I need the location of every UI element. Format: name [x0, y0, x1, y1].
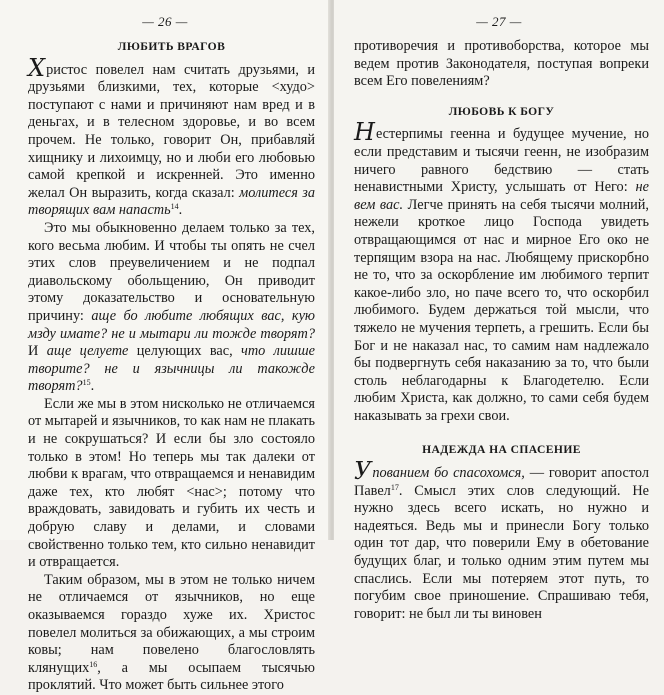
footnote-ref: 17 [390, 482, 399, 492]
scripture-quote: что лишше творите? не и язычницы ли такожде творят? [28, 343, 315, 395]
text-run: Если же мы в этом нисколько не отличаемся от мытарей и язычников, то как нам не плакать и не сокрушаться? И если бы зло состояло только в этом! Но теперь мы так далеки от любви к врагам, что отвращаемся и ненавидим даже тех, кто любят <нас>; потому что враждовать, завидовать и губить их честь и добрую славу и делами, и словами свойственно только тем, кто сильно ненавидит и отвращается. [28, 395, 315, 571]
text-run: Это мы обыкновенно делаем только за тех, кого весьма любим. И чтобы ты опять не счел этих слов преувеличением и не подпал диавольскому обольщению, Он приводит этому доказательство и основательную причину: [28, 219, 315, 324]
text-run: Легче принять на себя тысячи молний, нежели кроткое лицо Господа увидеть отвращающимся от нас и мирное Его око не терпящим взора на нас. Любящему прискорбно не то, что за оскорбление им любимого терпит какое-либо зло, но паче всего то, что оскорбил любимого. Будем держаться той мысли, что тяжело не мучения терпеть, а грешить. Если бы Бог и не наказал нас, то самим нам надлежало бы подвергнуть себя наказанию за то, что были столь неблагодарны к Благодетелю. Если любим Христа, как должно, то сами себя будем наказывать за грехи свои. [354, 196, 649, 424]
text-run: Таким образом, мы в этом не только ничем не отличаемся от язычников, но еще оказываемся гораздо хуже их. Христос повелел молиться за обижающих, а мы строим ковы; нам повелено благословлять клянущих [28, 571, 315, 676]
section-heading: НАДЕЖДА НА СПАСЕНИЕ [422, 443, 581, 457]
scripture-quote: аще бо любите любящих вас, кую мзду имате? не и мытари ли тожде творят? [28, 307, 316, 342]
text-run: естерпимы геенна и будущее мучение, но если представим и тысячи геенн, не изобразим ничего равного бедствию — стать ненавистными Христу, услышать от Него: [354, 126, 649, 196]
paragraph [354, 457, 649, 623]
text-run: ристос повелел нам считать друзьями, и друзьями близкими, тех, которые <худо> поступают с нами и причиняют нам вред и в деньгах, и в телесном здоровье, и во всем прочем. Не только, говорит Он, прибавляй хищнику и лихоимцу, но и люби его любовью самой крепкой и искренней. Это именно желал Он выразить, когда сказал: [28, 61, 315, 201]
text-run: целующих вас, [128, 343, 242, 360]
left-page [0, 0, 330, 694]
initial-capital: У [354, 457, 372, 486]
text-run: . Смысл этих слов следующий. Не нужно здесь всего искать, но нужно и надеяться. Ведь мы и принесли Богу только один тот дар, что поверили Ему в обетование будущих благ, и только одним этим путем мы спаслись. Если мы потеряем этот путь, то погубим свое приношение. Спрашиваю тебя, говорит: не был ли ты виновен [354, 482, 649, 622]
scripture-quote: аще целуете [46, 343, 129, 360]
scripture-quote: не вем вас. [354, 179, 649, 213]
paragraph [28, 572, 315, 695]
text-run: , а мы осыпаем тысячью проклятий. Что может быть сильнее этого [28, 659, 315, 694]
scripture-quote: пованием бо спасохомся, [372, 465, 525, 482]
right-page [334, 0, 664, 622]
footnote-ref: 14 [170, 202, 179, 212]
right-text-column [354, 38, 649, 623]
text-run: . [90, 378, 95, 395]
footnote-ref: 16 [89, 659, 98, 669]
footnote-ref: 15 [82, 378, 91, 388]
paragraph [354, 118, 649, 425]
paragraph [28, 396, 315, 572]
initial-capital: Х [28, 53, 46, 82]
text-run: — говорит апостол Павел [354, 465, 649, 499]
page-number: — 26 — [142, 14, 188, 29]
paragraph [28, 220, 315, 396]
paragraph [28, 53, 316, 220]
initial-capital: Н [354, 118, 375, 147]
paragraph-continuation: противоречия и противоборства, которое мы ведем против Законодателя, поступая вопреки всем Его повелениям? [354, 38, 649, 90]
page-number: — 27 — [476, 14, 522, 29]
left-text-column [28, 38, 315, 695]
section-heading: ЛЮБОВЬ К БОГУ [448, 104, 555, 118]
text-run: И [28, 343, 47, 360]
text-run: . [178, 202, 183, 219]
section-heading: ЛЮБИТЬ ВРАГОВ [117, 40, 226, 53]
scripture-quote: молитеся за творящих вам напасть [28, 184, 316, 219]
